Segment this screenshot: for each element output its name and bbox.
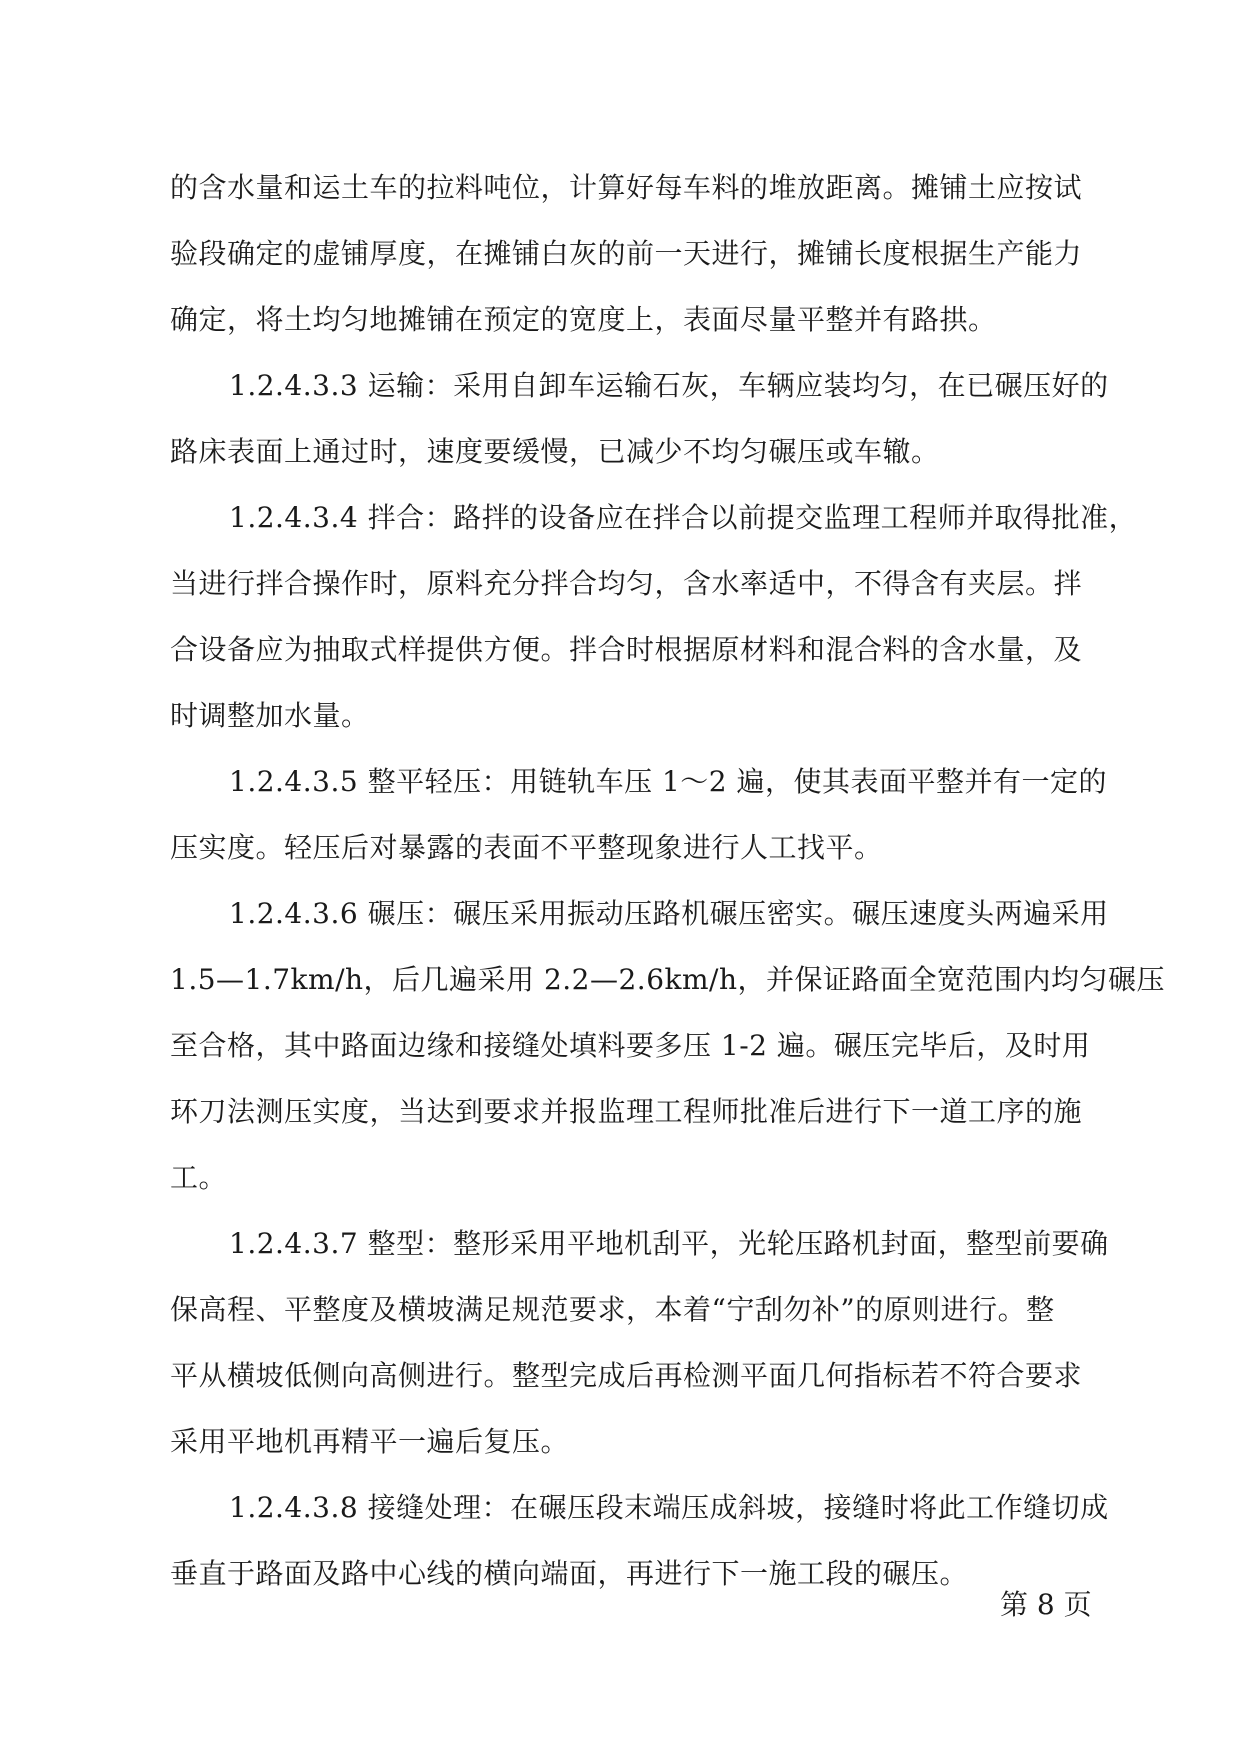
text-line: 路床表面上通过时，速度要缓慢，已减少不均匀碾压或车辙。 [170,435,940,468]
text-line: 压实度。轻压后对暴露的表面不平整现象进行人工找平。 [170,831,883,864]
text-line: 平从横坡低侧向高侧进行。整型完成后再检测平面几何指标若不符合要求 [170,1359,1083,1392]
paragraph-heading-line: 1.2.4.3.8 接缝处理：在碾压段末端压成斜坡，接缝时将此工作缝切成 [229,1491,1109,1524]
text-line: 确定，将土均匀地摊铺在预定的宽度上，表面尽量平整并有路拱。 [170,303,997,336]
text-line: 验段确定的虚铺厚度，在摊铺白灰的前一天进行，摊铺长度根据生产能力 [170,237,1083,270]
page-number: 第 8 页 [1000,1588,1092,1621]
paragraph-heading-line: 1.2.4.3.3 运输：采用自卸车运输石灰，车辆应装均匀，在已碾压好的 [229,369,1109,402]
text-line: 采用平地机再精平一遍后复压。 [170,1425,570,1458]
paragraph-heading-line: 1.2.4.3.5 整平轻压：用链轨车压 1～2 遍，使其表面平整并有一定的 [229,765,1108,798]
text-line: 至合格，其中路面边缘和接缝处填料要多压 1-2 遍。碾压完毕后，及时用 [170,1029,1091,1062]
text-line: 合设备应为抽取式样提供方便。拌合时根据原材料和混合料的含水量，及 [170,633,1083,666]
paragraph-heading-line: 1.2.4.3.4 拌合：路拌的设备应在拌合以前提交监理工程师并取得批准， [229,501,1138,534]
text-line: 的含水量和运土车的拉料吨位，计算好每车料的堆放距离。摊铺土应按试 [170,171,1083,204]
text-line: 工。 [170,1161,228,1194]
text-line: 环刀法测压实度，当达到要求并报监理工程师批准后进行下一道工序的施 [170,1095,1083,1128]
text-line: 时调整加水量。 [170,699,370,732]
text-line: 当进行拌合操作时，原料充分拌合均匀，含水率适中，不得含有夹层。拌 [170,567,1083,600]
paragraph-heading-line: 1.2.4.3.7 整型：整形采用平地机刮平，光轮压路机封面，整型前要确 [229,1227,1109,1260]
paragraph-heading-line: 1.2.4.3.6 碾压：碾压采用振动压路机碾压密实。碾压速度头两遍采用 [229,897,1109,930]
text-line: 保高程、平整度及横坡满足规范要求，本着“宁刮勿补”的原则进行。整 [170,1293,1055,1326]
document-body [170,155,1165,1607]
text-line: 垂直于路面及路中心线的横向端面，再进行下一施工段的碾压。 [170,1557,969,1590]
text-line: 1.5—1.7km/h，后几遍采用 2.2—2.6km/h，并保证路面全宽范围内均匀碾压 [170,963,1165,996]
